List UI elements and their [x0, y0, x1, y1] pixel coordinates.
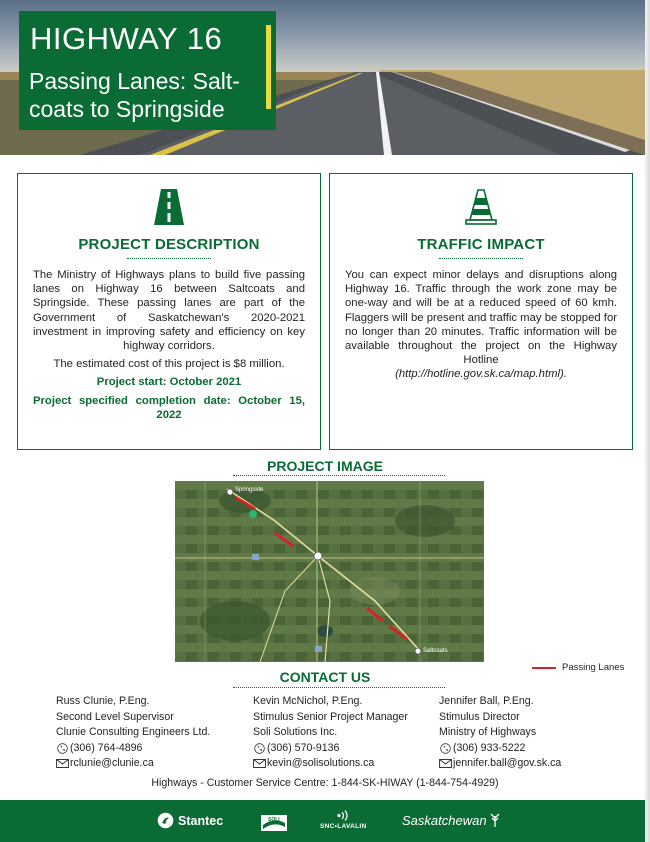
project-image-heading: PROJECT IMAGE: [267, 458, 383, 474]
stantec-logo-text: Stantec: [178, 813, 224, 828]
traffic-impact-card: [329, 173, 633, 450]
phone-icon: [253, 743, 266, 754]
soli-logo: [259, 813, 289, 833]
wheat-sheaf-icon: [489, 812, 501, 828]
traffic-impact-body: [345, 268, 617, 382]
contact-phone-row: [439, 741, 561, 757]
contact-email[interactable]: kevin@solisolutions.ca: [267, 757, 375, 769]
snc-signal-icon: [337, 810, 349, 821]
contact-organization: Ministry of Highways: [439, 726, 537, 738]
project-description-card: [17, 173, 321, 450]
stantec-mark-icon: [157, 812, 174, 829]
contact-name: Russ Clunie, P.Eng.: [56, 695, 150, 707]
title-block: [19, 11, 276, 130]
snc-lavalin-logo: [320, 810, 367, 830]
project-completion: Project specified completion date: October 15, 2022: [33, 394, 305, 421]
header-banner: [0, 0, 645, 155]
contact-phone[interactable]: (306) 933-5222: [453, 741, 526, 754]
contact-name: Kevin McNichol, P.Eng.: [253, 695, 363, 707]
project-description-heading: PROJECT DESCRIPTION: [78, 236, 260, 253]
contact-email-row: [439, 756, 561, 772]
traffic-impact-text: You can expect minor delays and disruptions along Highway 16. Traffic through the work zone may be one-way and will be at a reduced speed of 60 kmh. Flaggers will be present and traffic may be stopped for no longer than 20 minutes. Traffic information will be available throughout the project on the Highway Hotline: [345, 269, 617, 367]
contact-card-1: [56, 694, 210, 772]
saskatchewan-logo-text: Saskatchewan: [402, 812, 487, 828]
contact-card-2: [253, 694, 408, 772]
traffic-cone-icon: [464, 187, 498, 227]
map-label-springside: Springside: [235, 487, 264, 493]
map-legend: [532, 662, 624, 673]
contact-name: Jennifer Ball, P.Eng.: [439, 695, 534, 707]
contact-organization: Clunie Consulting Engineers Ltd.: [56, 726, 211, 738]
project-description-body: [33, 268, 305, 422]
snc-lavalin-logo-text: SNC•LAVALIN: [320, 823, 367, 830]
heading-divider: [439, 258, 523, 259]
road-icon: [152, 187, 186, 227]
subtitle-line-1: Passing Lanes: Salt-: [29, 68, 240, 94]
title-accent-bar: [266, 25, 271, 109]
contact-us-heading: CONTACT US: [279, 669, 371, 685]
heading-divider: [127, 258, 211, 259]
subtitle-line-2: coats to Springside: [29, 96, 225, 122]
legend-label: Passing Lanes: [562, 662, 625, 673]
contact-phone-row: [56, 741, 210, 757]
contact-email[interactable]: jennifer.ball@gov.sk.ca: [453, 757, 562, 769]
phone-icon: [439, 743, 452, 754]
contact-email[interactable]: rclunie@clunie.ca: [70, 757, 154, 769]
contact-title: Stimulus Senior Project Manager: [253, 710, 408, 723]
contact-organization: Soli Solutions Inc.: [253, 726, 338, 738]
soli-mark-icon: [259, 813, 289, 833]
project-cost: The estimated cost of this project is $8 million.: [53, 358, 285, 371]
envelope-icon: [253, 758, 266, 769]
phone-icon: [56, 743, 69, 754]
page-title: HIGHWAY 16: [30, 21, 223, 56]
contact-title: Second Level Supervisor: [56, 710, 174, 723]
contact-phone-row: [253, 741, 408, 757]
project-map: [175, 481, 484, 662]
saskatchewan-logo: [402, 812, 501, 828]
contact-phone[interactable]: (306) 570-9136: [267, 741, 340, 754]
map-label-saltcoats: Saltcoats: [423, 648, 448, 654]
customer-service-hotline: Highways - Customer Service Centre: 1-844-SK-HIWAY (1-844-754-4929): [151, 777, 499, 789]
envelope-icon: [439, 758, 452, 769]
satellite-map-image: [175, 481, 484, 662]
contact-card-3: [439, 694, 561, 772]
contact-phone[interactable]: (306) 764-4896: [70, 741, 143, 754]
footer-logo-bar: [0, 800, 645, 842]
soli-logo-text: SOLI: [268, 817, 280, 823]
stantec-logo: [157, 812, 223, 829]
project-description-text: The Ministry of Highways plans to build five passing lanes on Highway 16 between Saltcoats and Springside. These passing lanes are part of the Government of Saskatchewan's 2020-2021 investment in improving safety and efficiency on key highway corridors.: [33, 269, 305, 353]
section-divider: [233, 687, 445, 688]
project-start: Project start: October 2021: [96, 376, 242, 389]
hotline-map-link[interactable]: (http://hotline.gov.sk.ca/map.html).: [395, 368, 567, 381]
section-divider: [233, 475, 445, 476]
contact-email-row: [56, 756, 210, 772]
envelope-icon: [56, 758, 69, 769]
traffic-impact-heading: TRAFFIC IMPACT: [417, 236, 545, 253]
contact-title: Stimulus Director: [439, 710, 520, 723]
passing-lane-swatch: [532, 667, 556, 669]
page-edge-shadow: [645, 0, 650, 842]
page-subtitle: [29, 67, 269, 123]
contact-email-row: [253, 756, 408, 772]
